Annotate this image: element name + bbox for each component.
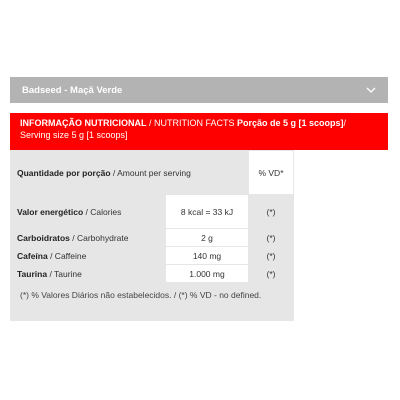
row-label-bold: Cafeína bbox=[17, 250, 48, 261]
header-plain: / Amount per serving bbox=[110, 167, 191, 178]
row-vd: (*) bbox=[249, 195, 294, 229]
row-label bbox=[11, 247, 166, 265]
flavor-accordion-header[interactable] bbox=[10, 77, 388, 103]
row-amount: 1.000 mg bbox=[166, 265, 249, 283]
banner-serving-size: Serving size 5 g [1 scoops] bbox=[20, 130, 128, 140]
table-row bbox=[11, 229, 294, 247]
row-amount: 140 mg bbox=[166, 247, 249, 265]
banner-portion-end: / bbox=[343, 118, 347, 128]
table-header-row bbox=[11, 151, 294, 195]
row-label-bold: Valor energético bbox=[17, 206, 84, 217]
header-vd-cell: % VD* bbox=[249, 151, 294, 195]
table-footnote: (*) % Valores Diários não estabelecidos. / (*) % VD - no defined. bbox=[10, 283, 294, 321]
table-row bbox=[11, 247, 294, 265]
nutrition-facts-banner bbox=[10, 113, 388, 150]
row-label-bold: Carboidratos bbox=[17, 232, 70, 243]
header-amount-cell bbox=[11, 151, 249, 195]
row-label bbox=[11, 229, 166, 247]
row-label-bold: Taurina bbox=[17, 268, 48, 279]
row-label-plain: / Calories bbox=[83, 206, 122, 217]
row-vd: (*) bbox=[249, 247, 294, 265]
row-label-plain: / Taurine bbox=[47, 268, 82, 279]
banner-label-plain: / NUTRITION FACTS bbox=[146, 118, 238, 128]
header-bold: Quantidade por porção bbox=[17, 167, 111, 178]
row-label-plain: / Caffeine bbox=[47, 250, 87, 261]
banner-portion: Porção de 5 g [1 scoops] bbox=[237, 118, 344, 128]
row-amount: 2 g bbox=[166, 229, 249, 247]
row-vd: (*) bbox=[249, 265, 294, 283]
chevron-down-icon[interactable] bbox=[366, 85, 376, 95]
table-row bbox=[11, 195, 294, 229]
row-vd: (*) bbox=[249, 229, 294, 247]
flavor-title: Badseed - Maçã Verde bbox=[22, 84, 123, 96]
table-row bbox=[11, 265, 294, 283]
nutrition-table bbox=[10, 150, 294, 283]
row-label-plain: / Carbohydrate bbox=[69, 232, 129, 243]
row-label bbox=[11, 265, 166, 283]
row-label bbox=[11, 195, 166, 229]
banner-label-bold: INFORMAÇÃO NUTRICIONAL bbox=[20, 118, 147, 128]
row-amount: 8 kcal = 33 kJ bbox=[166, 195, 249, 229]
nutrition-panel bbox=[10, 77, 388, 321]
